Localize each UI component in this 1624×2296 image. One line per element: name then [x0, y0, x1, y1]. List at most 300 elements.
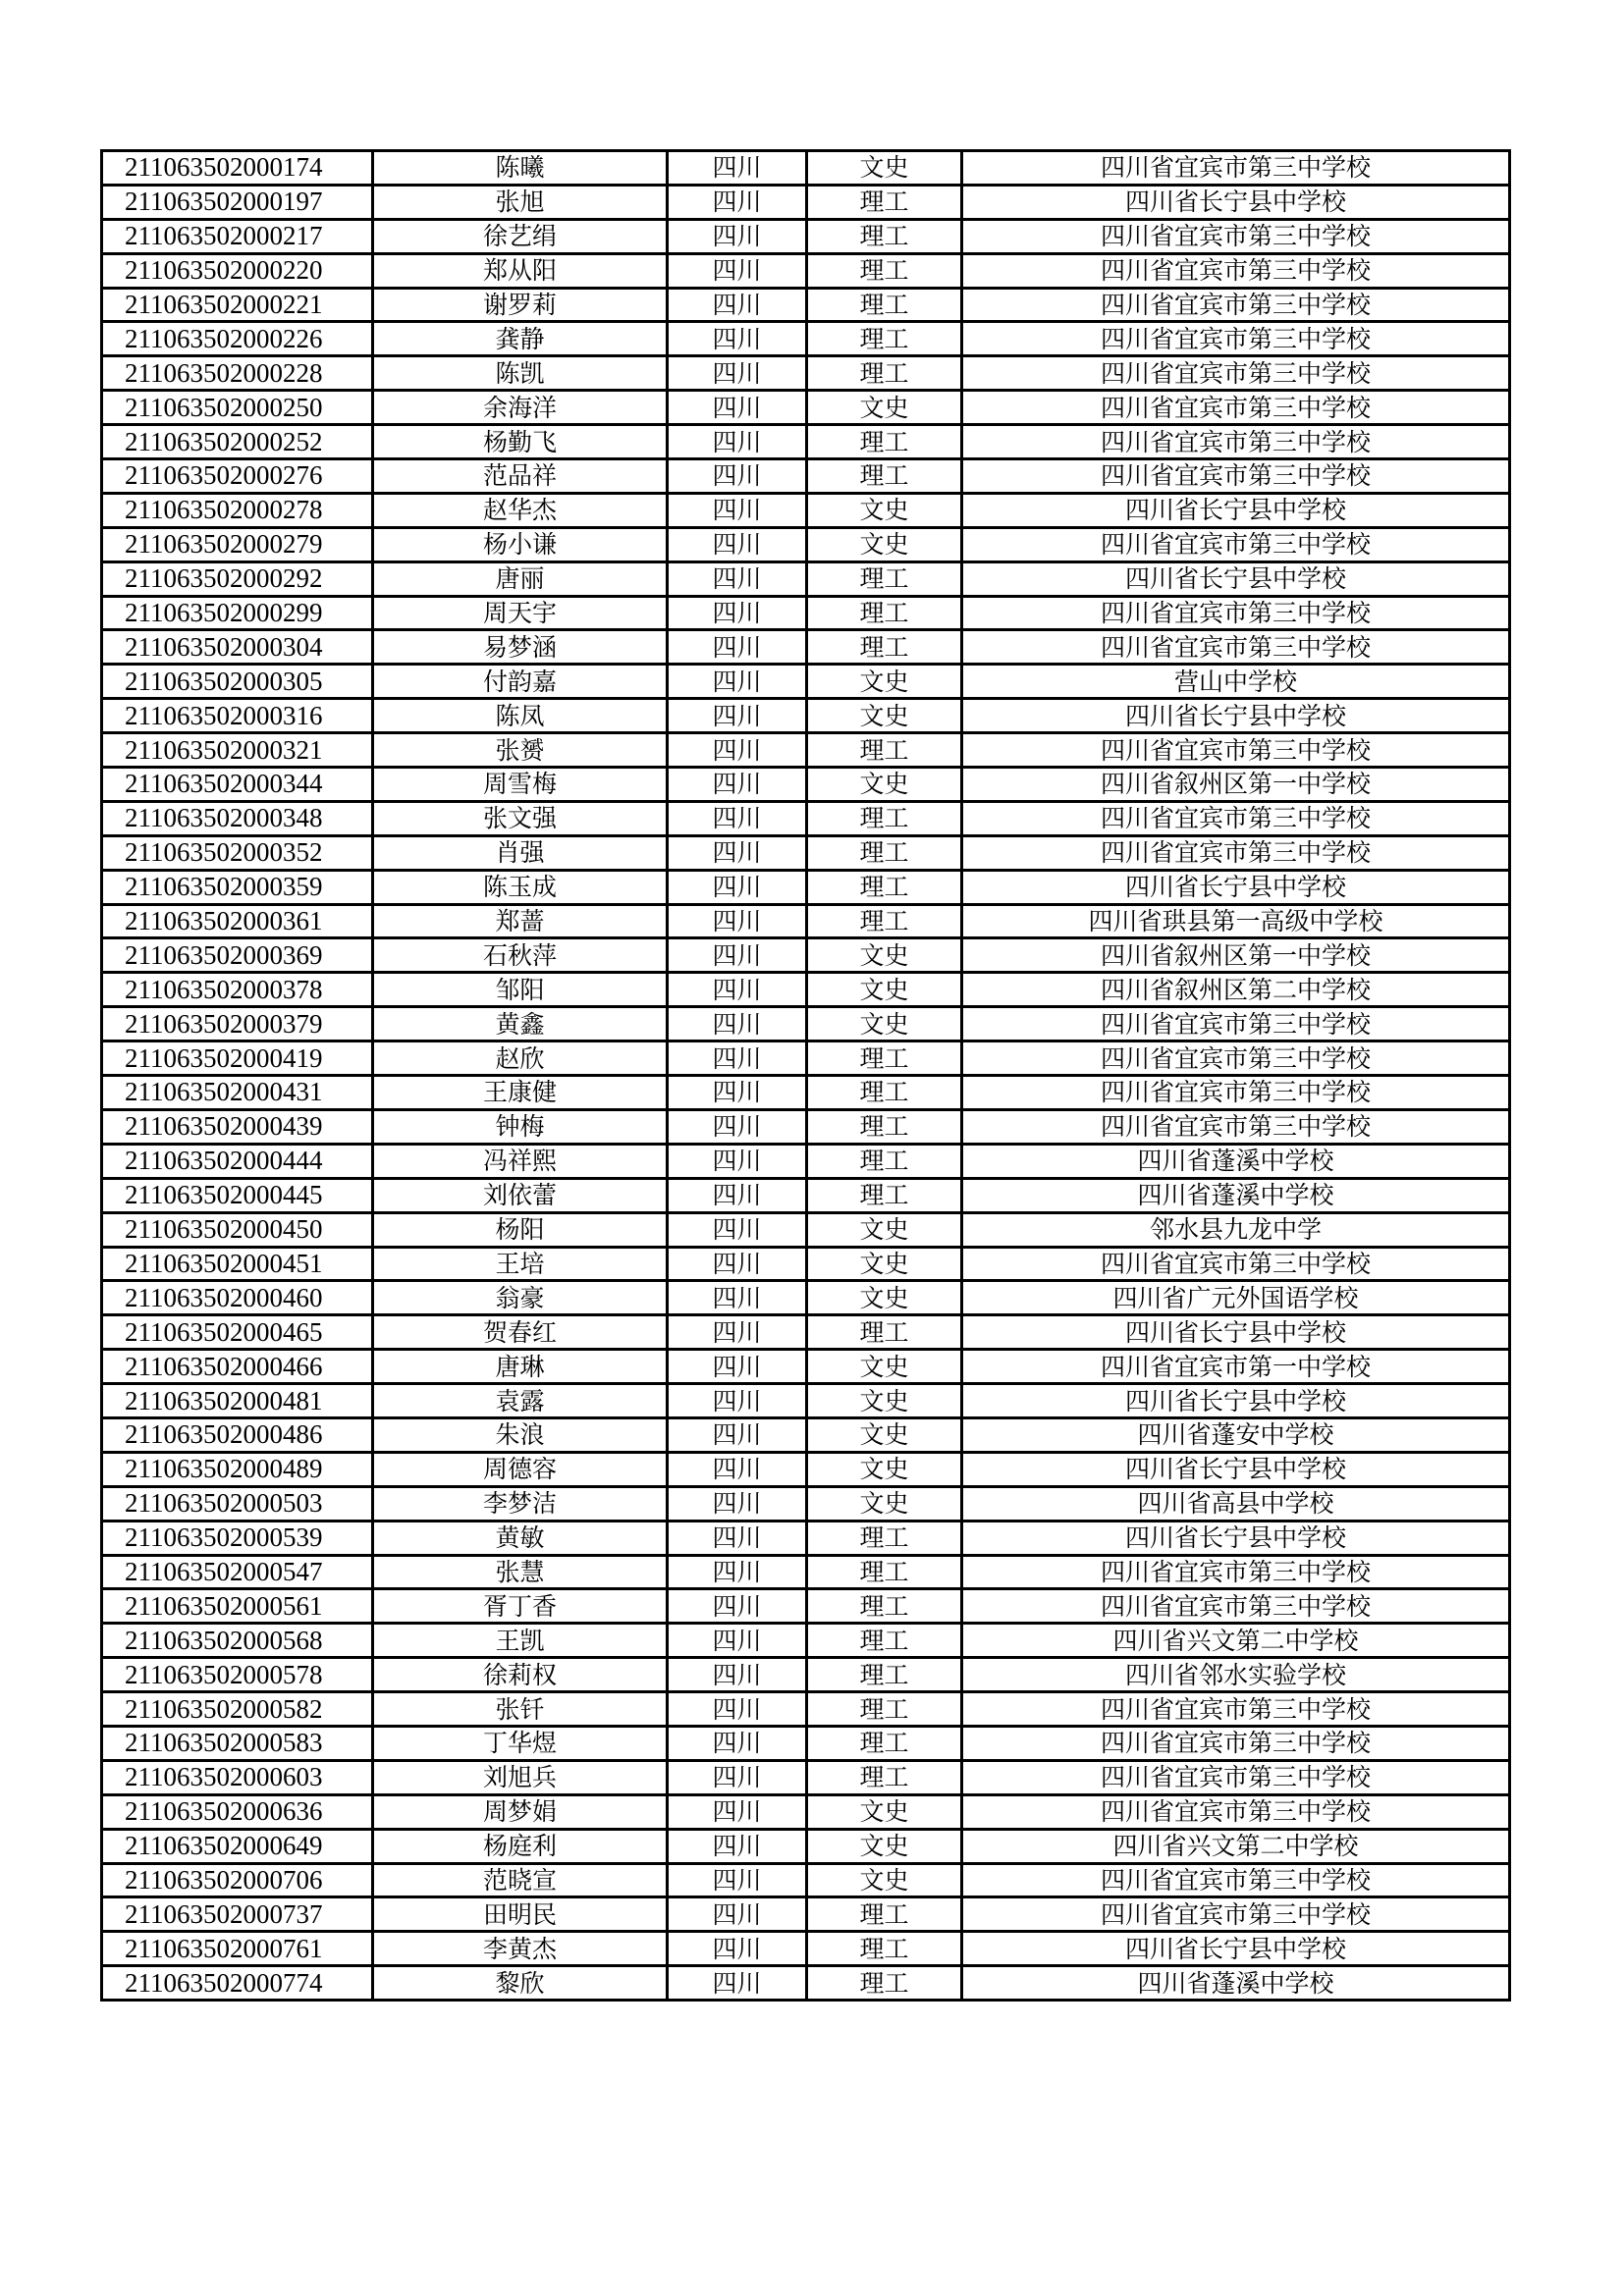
table-row	[102, 1794, 1510, 1829]
province-cell: 四川	[668, 1932, 807, 1966]
subject-track-cell: 理工	[807, 561, 962, 596]
student-name-cell: 石秋萍	[373, 938, 668, 973]
table-row	[102, 1897, 1510, 1932]
student-name-cell: 王凯	[373, 1624, 668, 1658]
province-cell: 四川	[668, 1417, 807, 1452]
subject-track-cell: 文史	[807, 1863, 962, 1897]
table-row	[102, 1726, 1510, 1760]
subject-track-cell: 理工	[807, 630, 962, 665]
student-name-cell: 周天宇	[373, 596, 668, 630]
subject-track-cell: 理工	[807, 596, 962, 630]
table-row	[102, 1692, 1510, 1727]
student-name-cell: 唐琳	[373, 1350, 668, 1384]
student-name-cell: 袁露	[373, 1384, 668, 1418]
school-name-cell: 四川省长宁县中学校	[962, 185, 1510, 219]
subject-track-cell: 文史	[807, 1384, 962, 1418]
school-name-cell: 四川省宜宾市第三中学校	[962, 459, 1510, 494]
table-row	[102, 1624, 1510, 1658]
school-name-cell: 四川省宜宾市第三中学校	[962, 1897, 1510, 1932]
table-row	[102, 1863, 1510, 1897]
table-row	[102, 973, 1510, 1007]
province-cell: 四川	[668, 425, 807, 459]
student-name-cell: 邹阳	[373, 973, 668, 1007]
province-cell: 四川	[668, 219, 807, 253]
student-id-cell: 211063502000305	[102, 665, 373, 699]
student-name-cell: 陈曦	[373, 151, 668, 186]
school-name-cell: 四川省长宁县中学校	[962, 1932, 1510, 1966]
student-id-cell: 211063502000489	[102, 1452, 373, 1486]
subject-track-cell: 理工	[807, 1897, 962, 1932]
student-name-cell: 田明民	[373, 1897, 668, 1932]
school-name-cell: 四川省宜宾市第三中学校	[962, 288, 1510, 322]
school-name-cell: 四川省珙县第一高级中学校	[962, 904, 1510, 938]
school-name-cell: 四川省宜宾市第三中学校	[962, 801, 1510, 835]
school-name-cell: 四川省宜宾市第三中学校	[962, 1863, 1510, 1897]
province-cell: 四川	[668, 1521, 807, 1555]
student-id-cell: 211063502000279	[102, 527, 373, 561]
table-row	[102, 425, 1510, 459]
province-cell: 四川	[668, 561, 807, 596]
student-name-cell: 杨阳	[373, 1212, 668, 1247]
student-name-cell: 翁豪	[373, 1281, 668, 1315]
student-id-cell: 211063502000431	[102, 1076, 373, 1110]
student-id-cell: 211063502000583	[102, 1726, 373, 1760]
province-cell: 四川	[668, 1658, 807, 1692]
student-name-cell: 李黄杰	[373, 1932, 668, 1966]
school-name-cell: 四川省宜宾市第三中学校	[962, 1555, 1510, 1589]
school-name-cell: 四川省宜宾市第三中学校	[962, 596, 1510, 630]
province-cell: 四川	[668, 253, 807, 288]
student-id-cell: 211063502000450	[102, 1212, 373, 1247]
student-id-cell: 211063502000486	[102, 1417, 373, 1452]
table-row	[102, 733, 1510, 768]
student-name-cell: 李梦洁	[373, 1486, 668, 1521]
province-cell: 四川	[668, 1315, 807, 1350]
table-row	[102, 801, 1510, 835]
student-id-cell: 211063502000278	[102, 493, 373, 527]
school-name-cell: 四川省宜宾市第三中学校	[962, 391, 1510, 425]
table-row	[102, 665, 1510, 699]
subject-track-cell: 理工	[807, 185, 962, 219]
student-name-cell: 杨小谦	[373, 527, 668, 561]
table-row	[102, 596, 1510, 630]
table-row	[102, 1760, 1510, 1794]
school-name-cell: 四川省宜宾市第三中学校	[962, 527, 1510, 561]
student-id-cell: 211063502000547	[102, 1555, 373, 1589]
school-name-cell: 四川省宜宾市第三中学校	[962, 151, 1510, 186]
subject-track-cell: 理工	[807, 1555, 962, 1589]
province-cell: 四川	[668, 527, 807, 561]
school-name-cell: 四川省宜宾市第三中学校	[962, 1760, 1510, 1794]
subject-track-cell: 理工	[807, 1589, 962, 1624]
table-row	[102, 1555, 1510, 1589]
province-cell: 四川	[668, 1452, 807, 1486]
student-id-cell: 211063502000276	[102, 459, 373, 494]
student-id-cell: 211063502000174	[102, 151, 373, 186]
table-row	[102, 1109, 1510, 1144]
student-id-cell: 211063502000197	[102, 185, 373, 219]
school-name-cell: 四川省蓬溪中学校	[962, 1178, 1510, 1212]
subject-track-cell: 理工	[807, 1109, 962, 1144]
student-name-cell: 陈玉成	[373, 870, 668, 904]
table-row	[102, 1315, 1510, 1350]
subject-track-cell: 文史	[807, 1212, 962, 1247]
province-cell: 四川	[668, 768, 807, 802]
student-name-cell: 钟梅	[373, 1109, 668, 1144]
student-id-cell: 211063502000561	[102, 1589, 373, 1624]
student-name-cell: 冯祥熙	[373, 1144, 668, 1178]
student-id-cell: 211063502000361	[102, 904, 373, 938]
table-row	[102, 1281, 1510, 1315]
subject-track-cell: 理工	[807, 1760, 962, 1794]
student-name-cell: 黄敏	[373, 1521, 668, 1555]
student-name-cell: 周梦娟	[373, 1794, 668, 1829]
subject-track-cell: 理工	[807, 425, 962, 459]
province-cell: 四川	[668, 151, 807, 186]
student-name-cell: 王康健	[373, 1076, 668, 1110]
school-name-cell: 四川省宜宾市第三中学校	[962, 322, 1510, 356]
student-id-cell: 211063502000419	[102, 1041, 373, 1076]
school-name-cell: 四川省邻水实验学校	[962, 1658, 1510, 1692]
province-cell: 四川	[668, 1589, 807, 1624]
student-name-cell: 徐莉权	[373, 1658, 668, 1692]
student-id-cell: 211063502000737	[102, 1897, 373, 1932]
school-name-cell: 四川省宜宾市第三中学校	[962, 733, 1510, 768]
subject-track-cell: 文史	[807, 665, 962, 699]
table-row	[102, 219, 1510, 253]
student-id-cell: 211063502000460	[102, 1281, 373, 1315]
student-name-cell: 郑从阳	[373, 253, 668, 288]
school-name-cell: 四川省叙州区第一中学校	[962, 938, 1510, 973]
table-row	[102, 870, 1510, 904]
subject-track-cell: 文史	[807, 1007, 962, 1041]
school-name-cell: 四川省宜宾市第三中学校	[962, 253, 1510, 288]
school-name-cell: 四川省长宁县中学校	[962, 1521, 1510, 1555]
subject-track-cell: 理工	[807, 733, 962, 768]
student-name-cell: 赵华杰	[373, 493, 668, 527]
school-name-cell: 四川省长宁县中学校	[962, 493, 1510, 527]
table-row	[102, 1589, 1510, 1624]
province-cell: 四川	[668, 1624, 807, 1658]
student-id-cell: 211063502000636	[102, 1794, 373, 1829]
table-row	[102, 1452, 1510, 1486]
table-row	[102, 1384, 1510, 1418]
subject-track-cell: 理工	[807, 459, 962, 494]
province-cell: 四川	[668, 459, 807, 494]
school-name-cell: 四川省宜宾市第三中学校	[962, 1589, 1510, 1624]
subject-track-cell: 文史	[807, 1417, 962, 1452]
student-name-cell: 范晓宣	[373, 1863, 668, 1897]
province-cell: 四川	[668, 1897, 807, 1932]
subject-track-cell: 文史	[807, 391, 962, 425]
subject-track-cell: 理工	[807, 904, 962, 938]
student-name-cell: 陈凯	[373, 356, 668, 391]
subject-track-cell: 理工	[807, 801, 962, 835]
student-id-cell: 211063502000348	[102, 801, 373, 835]
student-id-cell: 211063502000466	[102, 1350, 373, 1384]
school-name-cell: 四川省宜宾市第三中学校	[962, 835, 1510, 870]
school-name-cell: 四川省宜宾市第三中学校	[962, 1007, 1510, 1041]
student-name-cell: 周德容	[373, 1452, 668, 1486]
student-id-cell: 211063502000217	[102, 219, 373, 253]
table-row	[102, 1076, 1510, 1110]
province-cell: 四川	[668, 1829, 807, 1863]
province-cell: 四川	[668, 1863, 807, 1897]
subject-track-cell: 理工	[807, 322, 962, 356]
school-name-cell: 四川省叙州区第二中学校	[962, 973, 1510, 1007]
school-name-cell: 四川省宜宾市第三中学校	[962, 1794, 1510, 1829]
school-name-cell: 四川省长宁县中学校	[962, 1315, 1510, 1350]
subject-track-cell: 文史	[807, 699, 962, 733]
student-name-cell: 黎欣	[373, 1966, 668, 2001]
table-row	[102, 1247, 1510, 1281]
student-name-cell: 张赟	[373, 733, 668, 768]
subject-track-cell: 理工	[807, 870, 962, 904]
student-id-cell: 211063502000481	[102, 1384, 373, 1418]
province-cell: 四川	[668, 1247, 807, 1281]
student-name-cell: 周雪梅	[373, 768, 668, 802]
student-id-cell: 211063502000252	[102, 425, 373, 459]
subject-track-cell: 文史	[807, 768, 962, 802]
province-cell: 四川	[668, 1486, 807, 1521]
province-cell: 四川	[668, 185, 807, 219]
school-name-cell: 四川省叙州区第一中学校	[962, 768, 1510, 802]
student-id-cell: 211063502000226	[102, 322, 373, 356]
student-id-cell: 211063502000774	[102, 1966, 373, 2001]
subject-track-cell: 理工	[807, 1076, 962, 1110]
province-cell: 四川	[668, 1144, 807, 1178]
student-name-cell: 肖强	[373, 835, 668, 870]
subject-track-cell: 文史	[807, 1829, 962, 1863]
province-cell: 四川	[668, 1212, 807, 1247]
student-name-cell: 贺春红	[373, 1315, 668, 1350]
student-name-cell: 张慧	[373, 1555, 668, 1589]
table-row	[102, 630, 1510, 665]
student-name-cell: 王培	[373, 1247, 668, 1281]
student-id-cell: 211063502000304	[102, 630, 373, 665]
province-cell: 四川	[668, 1726, 807, 1760]
student-name-cell: 胥丁香	[373, 1589, 668, 1624]
school-name-cell: 营山中学校	[962, 665, 1510, 699]
table-row	[102, 1212, 1510, 1247]
student-id-cell: 211063502000292	[102, 561, 373, 596]
student-name-cell: 唐丽	[373, 561, 668, 596]
student-name-cell: 付韵嘉	[373, 665, 668, 699]
province-cell: 四川	[668, 835, 807, 870]
school-name-cell: 四川省广元外国语学校	[962, 1281, 1510, 1315]
student-id-cell: 211063502000316	[102, 699, 373, 733]
school-name-cell: 四川省兴文第二中学校	[962, 1829, 1510, 1863]
subject-track-cell: 理工	[807, 1932, 962, 1966]
admission-list-table	[100, 149, 1511, 2002]
student-name-cell: 杨勤飞	[373, 425, 668, 459]
subject-track-cell: 文史	[807, 973, 962, 1007]
subject-track-cell: 理工	[807, 1041, 962, 1076]
subject-track-cell: 理工	[807, 1966, 962, 2001]
province-cell: 四川	[668, 665, 807, 699]
student-name-cell: 郑蔷	[373, 904, 668, 938]
student-name-cell: 谢罗莉	[373, 288, 668, 322]
table-row	[102, 1966, 1510, 2001]
province-cell: 四川	[668, 391, 807, 425]
school-name-cell: 四川省长宁县中学校	[962, 870, 1510, 904]
student-id-cell: 211063502000539	[102, 1521, 373, 1555]
school-name-cell: 四川省高县中学校	[962, 1486, 1510, 1521]
table-row	[102, 768, 1510, 802]
province-cell: 四川	[668, 870, 807, 904]
subject-track-cell: 理工	[807, 253, 962, 288]
table-row	[102, 527, 1510, 561]
table-row	[102, 1041, 1510, 1076]
student-name-cell: 陈凤	[373, 699, 668, 733]
school-name-cell: 四川省长宁县中学校	[962, 1384, 1510, 1418]
school-name-cell: 四川省蓬安中学校	[962, 1417, 1510, 1452]
province-cell: 四川	[668, 1178, 807, 1212]
province-cell: 四川	[668, 1555, 807, 1589]
table-row	[102, 1521, 1510, 1555]
province-cell: 四川	[668, 1692, 807, 1727]
student-name-cell: 龚静	[373, 322, 668, 356]
student-id-cell: 211063502000220	[102, 253, 373, 288]
table-row	[102, 253, 1510, 288]
school-name-cell: 四川省长宁县中学校	[962, 1452, 1510, 1486]
school-name-cell: 邻水县九龙中学	[962, 1212, 1510, 1247]
province-cell: 四川	[668, 1076, 807, 1110]
subject-track-cell: 文史	[807, 938, 962, 973]
student-id-cell: 211063502000379	[102, 1007, 373, 1041]
student-id-cell: 211063502000378	[102, 973, 373, 1007]
subject-track-cell: 理工	[807, 835, 962, 870]
student-id-cell: 211063502000503	[102, 1486, 373, 1521]
province-cell: 四川	[668, 596, 807, 630]
table-row	[102, 493, 1510, 527]
student-name-cell: 张钎	[373, 1692, 668, 1727]
school-name-cell: 四川省蓬溪中学校	[962, 1144, 1510, 1178]
student-id-cell: 211063502000299	[102, 596, 373, 630]
school-name-cell: 四川省长宁县中学校	[962, 561, 1510, 596]
student-id-cell: 211063502000321	[102, 733, 373, 768]
subject-track-cell: 理工	[807, 1726, 962, 1760]
student-name-cell: 张旭	[373, 185, 668, 219]
subject-track-cell: 文史	[807, 1794, 962, 1829]
student-id-cell: 211063502000445	[102, 1178, 373, 1212]
school-name-cell: 四川省宜宾市第三中学校	[962, 425, 1510, 459]
student-name-cell: 刘旭兵	[373, 1760, 668, 1794]
school-name-cell: 四川省宜宾市第一中学校	[962, 1350, 1510, 1384]
student-id-cell: 211063502000603	[102, 1760, 373, 1794]
student-id-cell: 211063502000344	[102, 768, 373, 802]
school-name-cell: 四川省宜宾市第三中学校	[962, 1109, 1510, 1144]
province-cell: 四川	[668, 904, 807, 938]
student-name-cell: 刘依蕾	[373, 1178, 668, 1212]
student-name-cell: 范品祥	[373, 459, 668, 494]
table-row	[102, 1658, 1510, 1692]
subject-track-cell: 理工	[807, 356, 962, 391]
student-id-cell: 211063502000369	[102, 938, 373, 973]
table-row	[102, 1932, 1510, 1966]
table-row	[102, 1178, 1510, 1212]
table-row	[102, 1486, 1510, 1521]
province-cell: 四川	[668, 733, 807, 768]
school-name-cell: 四川省宜宾市第三中学校	[962, 1692, 1510, 1727]
table-row	[102, 1417, 1510, 1452]
subject-track-cell: 文史	[807, 493, 962, 527]
student-id-cell: 211063502000568	[102, 1624, 373, 1658]
student-id-cell: 211063502000352	[102, 835, 373, 870]
student-id-cell: 211063502000578	[102, 1658, 373, 1692]
school-name-cell: 四川省宜宾市第三中学校	[962, 1247, 1510, 1281]
subject-track-cell: 文史	[807, 1247, 962, 1281]
student-id-cell: 211063502000228	[102, 356, 373, 391]
school-name-cell: 四川省宜宾市第三中学校	[962, 1726, 1510, 1760]
subject-track-cell: 理工	[807, 1658, 962, 1692]
province-cell: 四川	[668, 630, 807, 665]
subject-track-cell: 文史	[807, 1452, 962, 1486]
province-cell: 四川	[668, 322, 807, 356]
province-cell: 四川	[668, 938, 807, 973]
province-cell: 四川	[668, 1794, 807, 1829]
subject-track-cell: 理工	[807, 1178, 962, 1212]
student-id-cell: 211063502000221	[102, 288, 373, 322]
subject-track-cell: 理工	[807, 288, 962, 322]
student-name-cell: 赵欣	[373, 1041, 668, 1076]
table-row	[102, 391, 1510, 425]
student-name-cell: 杨庭利	[373, 1829, 668, 1863]
subject-track-cell: 理工	[807, 1624, 962, 1658]
subject-track-cell: 理工	[807, 1521, 962, 1555]
school-name-cell: 四川省长宁县中学校	[962, 699, 1510, 733]
table-row	[102, 1350, 1510, 1384]
school-name-cell: 四川省兴文第二中学校	[962, 1624, 1510, 1658]
province-cell: 四川	[668, 1281, 807, 1315]
subject-track-cell: 理工	[807, 1692, 962, 1727]
table-row	[102, 151, 1510, 186]
school-name-cell: 四川省宜宾市第三中学校	[962, 1041, 1510, 1076]
subject-track-cell: 文史	[807, 1486, 962, 1521]
province-cell: 四川	[668, 1007, 807, 1041]
subject-track-cell: 文史	[807, 527, 962, 561]
table-row	[102, 835, 1510, 870]
province-cell: 四川	[668, 493, 807, 527]
student-id-cell: 211063502000465	[102, 1315, 373, 1350]
student-id-cell: 211063502000761	[102, 1932, 373, 1966]
table-row	[102, 322, 1510, 356]
province-cell: 四川	[668, 1760, 807, 1794]
student-id-cell: 211063502000451	[102, 1247, 373, 1281]
province-cell: 四川	[668, 356, 807, 391]
province-cell: 四川	[668, 1966, 807, 2001]
school-name-cell: 四川省宜宾市第三中学校	[962, 219, 1510, 253]
student-id-cell: 211063502000250	[102, 391, 373, 425]
student-id-cell: 211063502000439	[102, 1109, 373, 1144]
student-name-cell: 余海洋	[373, 391, 668, 425]
table-row	[102, 459, 1510, 494]
province-cell: 四川	[668, 1384, 807, 1418]
province-cell: 四川	[668, 1109, 807, 1144]
province-cell: 四川	[668, 1350, 807, 1384]
student-name-cell: 朱浪	[373, 1417, 668, 1452]
subject-track-cell: 文史	[807, 1281, 962, 1315]
student-id-cell: 211063502000359	[102, 870, 373, 904]
table-row	[102, 1144, 1510, 1178]
student-id-cell: 211063502000444	[102, 1144, 373, 1178]
province-cell: 四川	[668, 801, 807, 835]
school-name-cell: 四川省宜宾市第三中学校	[962, 1076, 1510, 1110]
school-name-cell: 四川省宜宾市第三中学校	[962, 630, 1510, 665]
subject-track-cell: 文史	[807, 1350, 962, 1384]
school-name-cell: 四川省蓬溪中学校	[962, 1966, 1510, 2001]
subject-track-cell: 理工	[807, 1315, 962, 1350]
